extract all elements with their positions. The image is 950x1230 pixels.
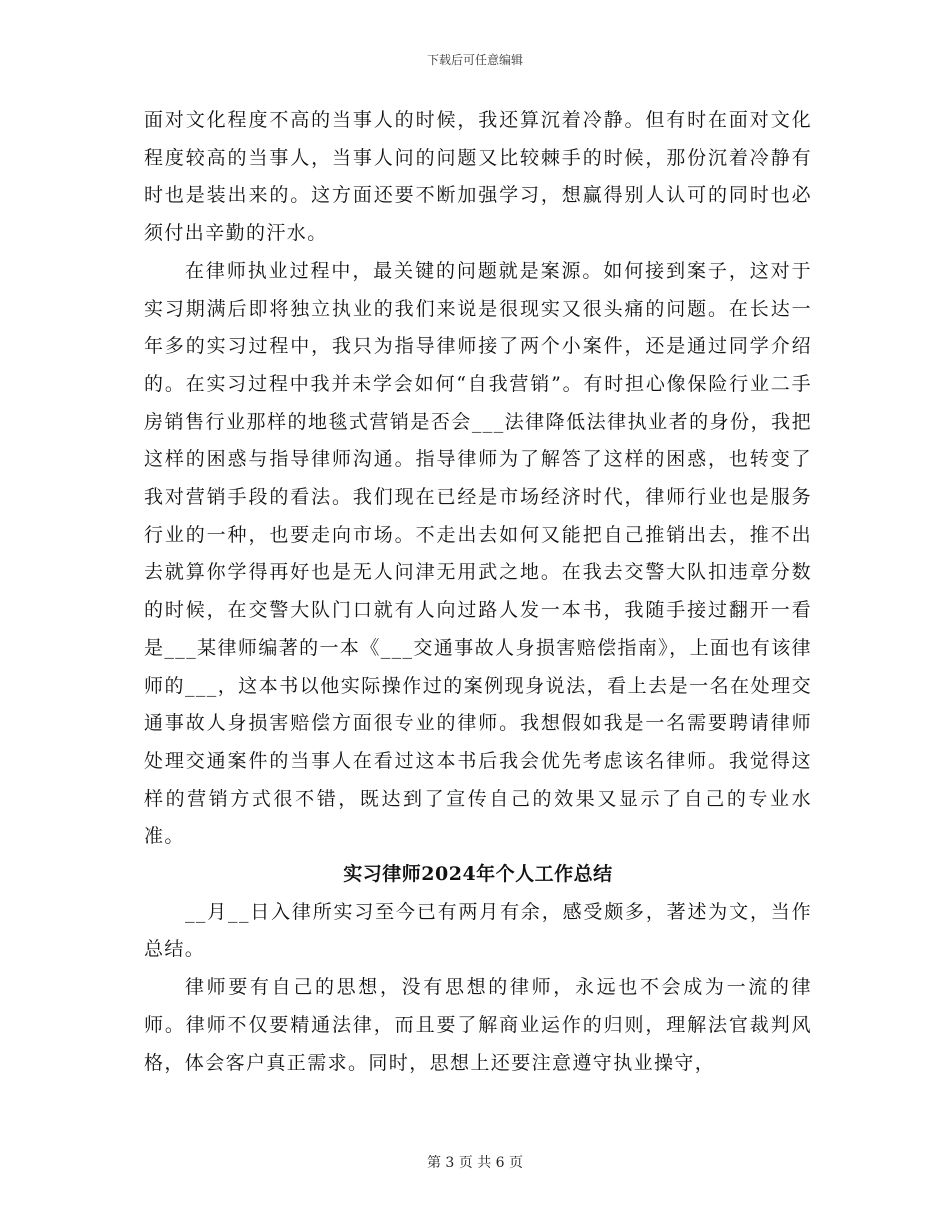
document-body [144, 102, 812, 1082]
paragraph-1: 面对文化程度不高的当事人的时候，我还算沉着冷静。但有时在面对文化程度较高的当事人，当事人问的问题又比较棘手的时候，那份沉着冷静有时也是装出来的。这方面还要不断加强学习，想赢得别人认可的同时也必须付出辛勤的汗水。 [144, 109, 812, 245]
paragraph-4: 律师要有自己的思想，没有思想的律师，永远也不会成为一流的律师。律师不仅要精通法律，而且要了解商业运作的归则，理解法官裁判风格，体会客户真正需求。同时，思想上还要注意遵守执业操守， [144, 976, 812, 1074]
paragraph-2: 在律师执业过程中，最关键的问题就是案源。如何接到案子，这对于实习期满后即将独立执业的我们来说是很现实又很头痛的问题。在长达一年多的实习过程中，我只为指导律师接了两个小案件，还是通过同学介绍的。在实习过程中我并未学会如何“自我营销”。有时担心像保险行业二手房销售行业那样的地毯式营销是否会___法律降低法律执业者的身份，我把这样的困惑与指导律师沟通。指导律师为了解答了这样的困惑，也转变了我对营销手段的看法。我们现在已经是市场经济时代，律师行业也是服务行业的一种，也要走向市场。不走出去如何又能把自己推销出去，推不出去就算你学得再好也是无人问津无用武之地。在我去交警大队扣违章分数的时候，在交警大队门口就有人向过路人发一本书，我随手接过翻开一看是___某律师编著的一本《___交通事故人身损害赔偿指南》，上面也有该律师的___，这本书以他实际操作过的案例现身说法，看上去是一名在处理交通事故人身损害赔偿方面很专业的律师。我想假如我是一名需要聘请律师处理交通案件的当事人在看过这本书后我会优先考虑该名律师。我觉得这样的营销方式很不错，既达到了宣传自己的效果又显示了自己的专业水准。 [144, 259, 812, 848]
page-number: 第 3 页 共 6 页 [426, 1155, 524, 1171]
section-title: 实习律师2024年个人工作总结 [343, 863, 613, 886]
paragraph-3: __月__日入律所实习至今已有两月有余，感受颇多，著述为文，当作总结。 [144, 900, 812, 961]
page-header-note: 下载后可任意编辑 [426, 53, 523, 67]
